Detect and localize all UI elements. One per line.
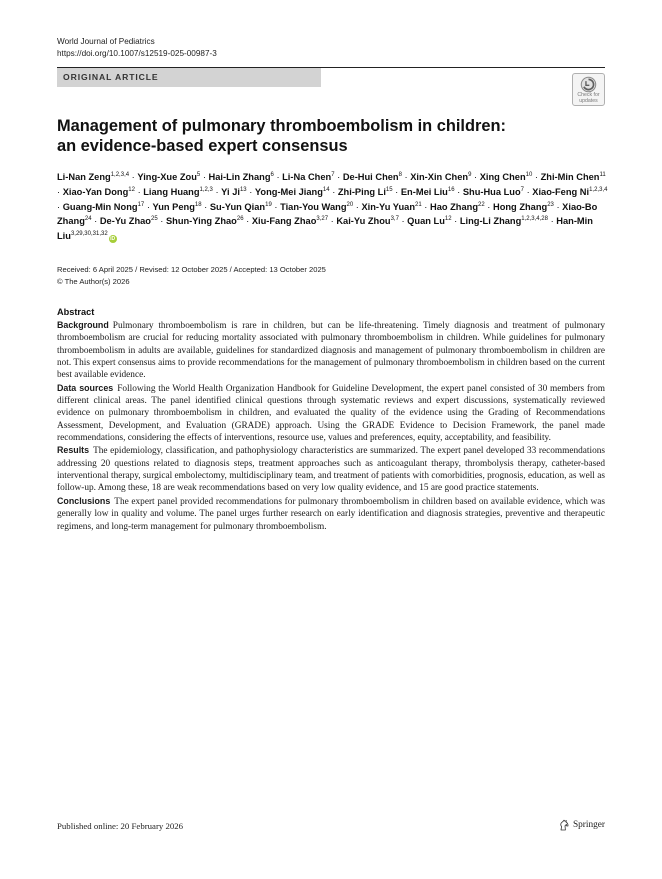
author-name[interactable] (153, 202, 202, 212)
section-text-data-sources: Following the World Health Organization Handbook for Guideline Development, the expert panel consisted of 30 members from different clinical areas. The panel identified clinical questions through systematic reviews and expert discussions, systematically reviewed evidence on pulmonary thromboembolism in children, and evaluated the quality of the evidence using the Grading of Recommendations Assessment, Development, and Evaluation (GRADE) approach. Using the GRADE Evidence to Decision Framework, the panel made recommendations, considering the effects of interventions, resource use, values and preferences, equity, acceptability, and feasibility. (57, 383, 605, 444)
author-name[interactable] (221, 187, 246, 197)
abstract (57, 306, 605, 533)
author-name[interactable] (280, 202, 353, 212)
author-affiliation: 23 (547, 201, 554, 208)
author-affiliation: 7 (520, 186, 524, 193)
author-separator: · (200, 172, 209, 182)
author-name-text: Guang-Min Nong (62, 201, 138, 212)
author-name-text: Li-Na Chen (282, 172, 332, 182)
article-type-banner: ORIGINAL ARTICLE (57, 68, 321, 87)
author-name-text: Xiao-Yan Dong (62, 186, 129, 197)
author-separator: · (329, 186, 338, 197)
author-name-text: Xiao-Feng Ni (532, 186, 590, 197)
check-label-line2: updates (579, 97, 598, 104)
abstract-data-sources (57, 382, 605, 445)
author-affiliation: 22 (478, 201, 485, 208)
abstract-conclusions (57, 495, 605, 533)
author-affiliation: 25 (150, 216, 158, 223)
author-name-text: Su-Yun Qian (209, 201, 266, 212)
doi-link[interactable]: https://doi.org/10.1007/s12519-025-00987-3 (57, 49, 217, 58)
author-name-text: Yi Ji (221, 186, 240, 197)
section-text-results: The epidemiology, classification, and pathophysiology characteristics are summarized. The expert panel developed 33 recommendations addressing 20 questions related to diagnosis steps, treatment approaches such as anticoagulant therapy, thrombolysis therapy, catheter-based interventional therapy, surgical embolectomy, multidisciplinary team, and treatment of patients with comorbidities, prognosis, education, as well as follow-up. Among these, 18 are weak recommendations based on very low quality evidence, and 15 are good practice statements. (57, 446, 605, 494)
check-label-line1: Check for (577, 92, 600, 98)
history-dates: Received: 6 April 2025 / Revised: 12 October 2025 / Accepted: 13 October 2025 (57, 265, 326, 274)
author-affiliation: 19 (265, 201, 272, 208)
author-name-text: Shu-Hua Luo (462, 186, 521, 197)
author-separator: · (334, 172, 343, 182)
abstract-results (57, 444, 605, 494)
author-separator: · (212, 186, 222, 197)
author-name-text: Han-Min Liu (57, 216, 593, 242)
author-name-text: Yong-Mei Jiang (254, 186, 323, 197)
author-name-text: Hong Zhang (492, 201, 548, 212)
author-affiliation: 1,2,3,4,28 (521, 216, 548, 223)
author-name[interactable] (137, 172, 200, 182)
orcid-icon[interactable]: iD (110, 236, 116, 243)
author-affiliation: 12 (444, 216, 452, 223)
author-affiliation: 8 (398, 172, 402, 178)
author-affiliation: 3,27 (316, 216, 329, 223)
author-name-text: Xin-Xin Chen (410, 172, 469, 182)
author-name-text: Kai-Yu Zhou (336, 216, 391, 227)
author-affiliation: 12 (128, 186, 135, 193)
author-name-text: Hai-Lin Zhang (208, 172, 271, 182)
springer-horse-icon (559, 819, 570, 831)
author-separator: · (91, 216, 100, 227)
author-name-text: Li-Nan Zeng (57, 172, 111, 182)
author-name[interactable] (338, 187, 393, 197)
author-list (57, 170, 609, 244)
author-affiliation: 11 (599, 172, 606, 178)
check-for-updates-button[interactable] (572, 73, 605, 106)
author-name[interactable] (532, 187, 607, 197)
author-name[interactable] (361, 202, 421, 212)
check-for-updates-icon (580, 76, 597, 93)
author-separator: · (532, 172, 541, 182)
author-name[interactable] (100, 216, 158, 226)
author-name[interactable] (57, 172, 129, 182)
author-separator: · (484, 201, 493, 212)
author-separator: · (57, 186, 63, 197)
author-affiliation: 26 (236, 216, 244, 223)
author-separator: · (421, 201, 430, 212)
author-separator: · (157, 216, 166, 227)
author-name-text: Ling-Li Zhang (459, 216, 522, 227)
author-name-text: De-Yu Zhao (99, 216, 151, 227)
section-label-conclusions: Conclusions (57, 495, 111, 506)
author-name[interactable] (336, 216, 399, 226)
author-separator: · (243, 216, 252, 227)
author-name-text: Xiao-Bo Zhang (57, 201, 598, 227)
author-name-text: Zhi-Min Chen (540, 172, 600, 182)
author-name-text: Liang Huang (143, 186, 200, 197)
section-text-conclusions: The expert panel provided recommendations for pulmonary thromboembolism in children based on available evidence, which was generally low in quality and volume. The panel urges further research on early identification and diagnosis strategies, preventive and therapeutic regimens, and long-term management for pulmonary thromboembolism. (57, 496, 605, 532)
publisher-logo (559, 818, 605, 832)
author-name-text: Yun Peng (152, 201, 195, 212)
publisher-name: Springer (572, 820, 605, 830)
author-affiliation: 9 (468, 172, 472, 178)
author-separator: · (553, 201, 563, 212)
author-name-text: Ying-Xue Zou (137, 172, 197, 182)
author-separator: · (201, 201, 210, 212)
section-label-data-sources: Data sources (57, 382, 114, 393)
author-affiliation: 24 (84, 216, 92, 223)
author-separator: · (328, 216, 337, 227)
author-separator: · (524, 186, 533, 197)
author-separator: · (129, 172, 138, 182)
author-separator: · (134, 186, 144, 197)
author-affiliation: 13 (239, 186, 247, 193)
author-name[interactable] (63, 187, 135, 197)
author-separator: · (273, 172, 283, 182)
author-name[interactable] (480, 172, 533, 182)
section-label-results: Results (57, 445, 90, 456)
author-affiliation: 6 (270, 172, 274, 178)
author-name-text: En-Mei Liu (400, 186, 448, 197)
author-name[interactable] (282, 172, 334, 182)
journal-name: World Journal of Pediatrics (57, 37, 155, 46)
author-name[interactable] (493, 202, 554, 212)
author-affiliation: 15 (385, 186, 393, 193)
author-affiliation: 1,2,3,4 (589, 186, 608, 193)
author-name[interactable] (166, 216, 244, 226)
author-separator: · (454, 186, 463, 197)
copyright-line: © The Author(s) 2026 (57, 276, 130, 286)
author-name[interactable] (460, 216, 548, 226)
author-affiliation: 3,29,30,31,32 (70, 231, 108, 238)
author-affiliation: 7 (331, 172, 335, 178)
author-affiliation: 10 (525, 172, 533, 178)
author-name[interactable] (252, 216, 328, 226)
author-affiliation: 17 (137, 201, 145, 208)
author-name-text: Xing Chen (479, 172, 526, 182)
author-name[interactable] (410, 172, 471, 182)
author-affiliation: 16 (447, 186, 455, 193)
author-affiliation: 21 (415, 201, 422, 208)
article-title (57, 116, 607, 156)
section-label-background: Background (57, 320, 109, 330)
title-line-1: Management of pulmonary thromboembolism in children: (57, 117, 506, 135)
author-name-text: Hao Zhang (429, 201, 479, 212)
author-separator: · (398, 216, 408, 227)
author-separator: · (471, 172, 480, 182)
author-affiliation: 1,2,3,4 (110, 172, 130, 178)
title-line-2: an evidence-based expert consensus (57, 137, 348, 155)
abstract-background (57, 319, 605, 382)
author-affiliation: 1,2,3 (199, 186, 213, 193)
author-affiliation: 3,7 (390, 216, 399, 223)
author-separator: · (451, 216, 460, 227)
author-affiliation: 20 (346, 201, 354, 208)
published-online: Published online: 20 February 2026 (57, 821, 184, 831)
journal-header (57, 36, 217, 60)
author-name[interactable] (255, 187, 330, 197)
author-name-text: Xiu-Fang Zhao (251, 216, 317, 227)
section-text-background: Pulmonary thromboembolism is rare in children, but can be life-threatening. Timely diagnosis and treatment of pulmonary thromboembolism are crucial for reducing mortality associated with pulmonary thromboembolism in children. While guidelines for pulmonary thromboembolism in adults are available, guidelines for standardized diagnosis and management of pulmonary thromboembolism in children are not. This expert consensus aims to provide recommendations for the management of pulmonary thromboembolism in children based on the current best available evidence. (57, 321, 605, 381)
author-separator: · (547, 216, 557, 227)
author-name[interactable] (209, 172, 274, 182)
author-name[interactable] (541, 172, 606, 182)
author-name-text: Xin-Yu Yuan (361, 201, 416, 212)
author-name-text: Quan Lu (407, 216, 445, 227)
author-name[interactable] (210, 202, 272, 212)
author-name-text: De-Hui Chen (342, 172, 399, 182)
abstract-heading: Abstract (57, 307, 95, 317)
author-name[interactable] (430, 202, 485, 212)
author-name[interactable] (463, 187, 524, 197)
author-separator: · (271, 201, 281, 212)
author-affiliation: 14 (322, 186, 330, 193)
author-name[interactable] (63, 202, 145, 212)
author-name-text: Zhi-Ping Li (337, 186, 386, 197)
author-name[interactable] (407, 216, 451, 226)
article-dates (57, 264, 326, 287)
author-name-text: Tian-You Wang (280, 201, 347, 212)
author-affiliation: 18 (194, 201, 202, 208)
author-name-text: Shun-Ying Zhao (165, 216, 237, 227)
author-name[interactable] (143, 187, 213, 197)
author-separator: · (353, 201, 362, 212)
author-name[interactable] (343, 172, 402, 182)
author-separator: · (401, 172, 411, 182)
author-name[interactable] (401, 187, 455, 197)
author-separator: · (392, 186, 401, 197)
author-separator: · (246, 186, 255, 197)
author-separator: · (57, 201, 63, 212)
author-separator: · (144, 201, 153, 212)
author-affiliation: 5 (196, 172, 201, 178)
